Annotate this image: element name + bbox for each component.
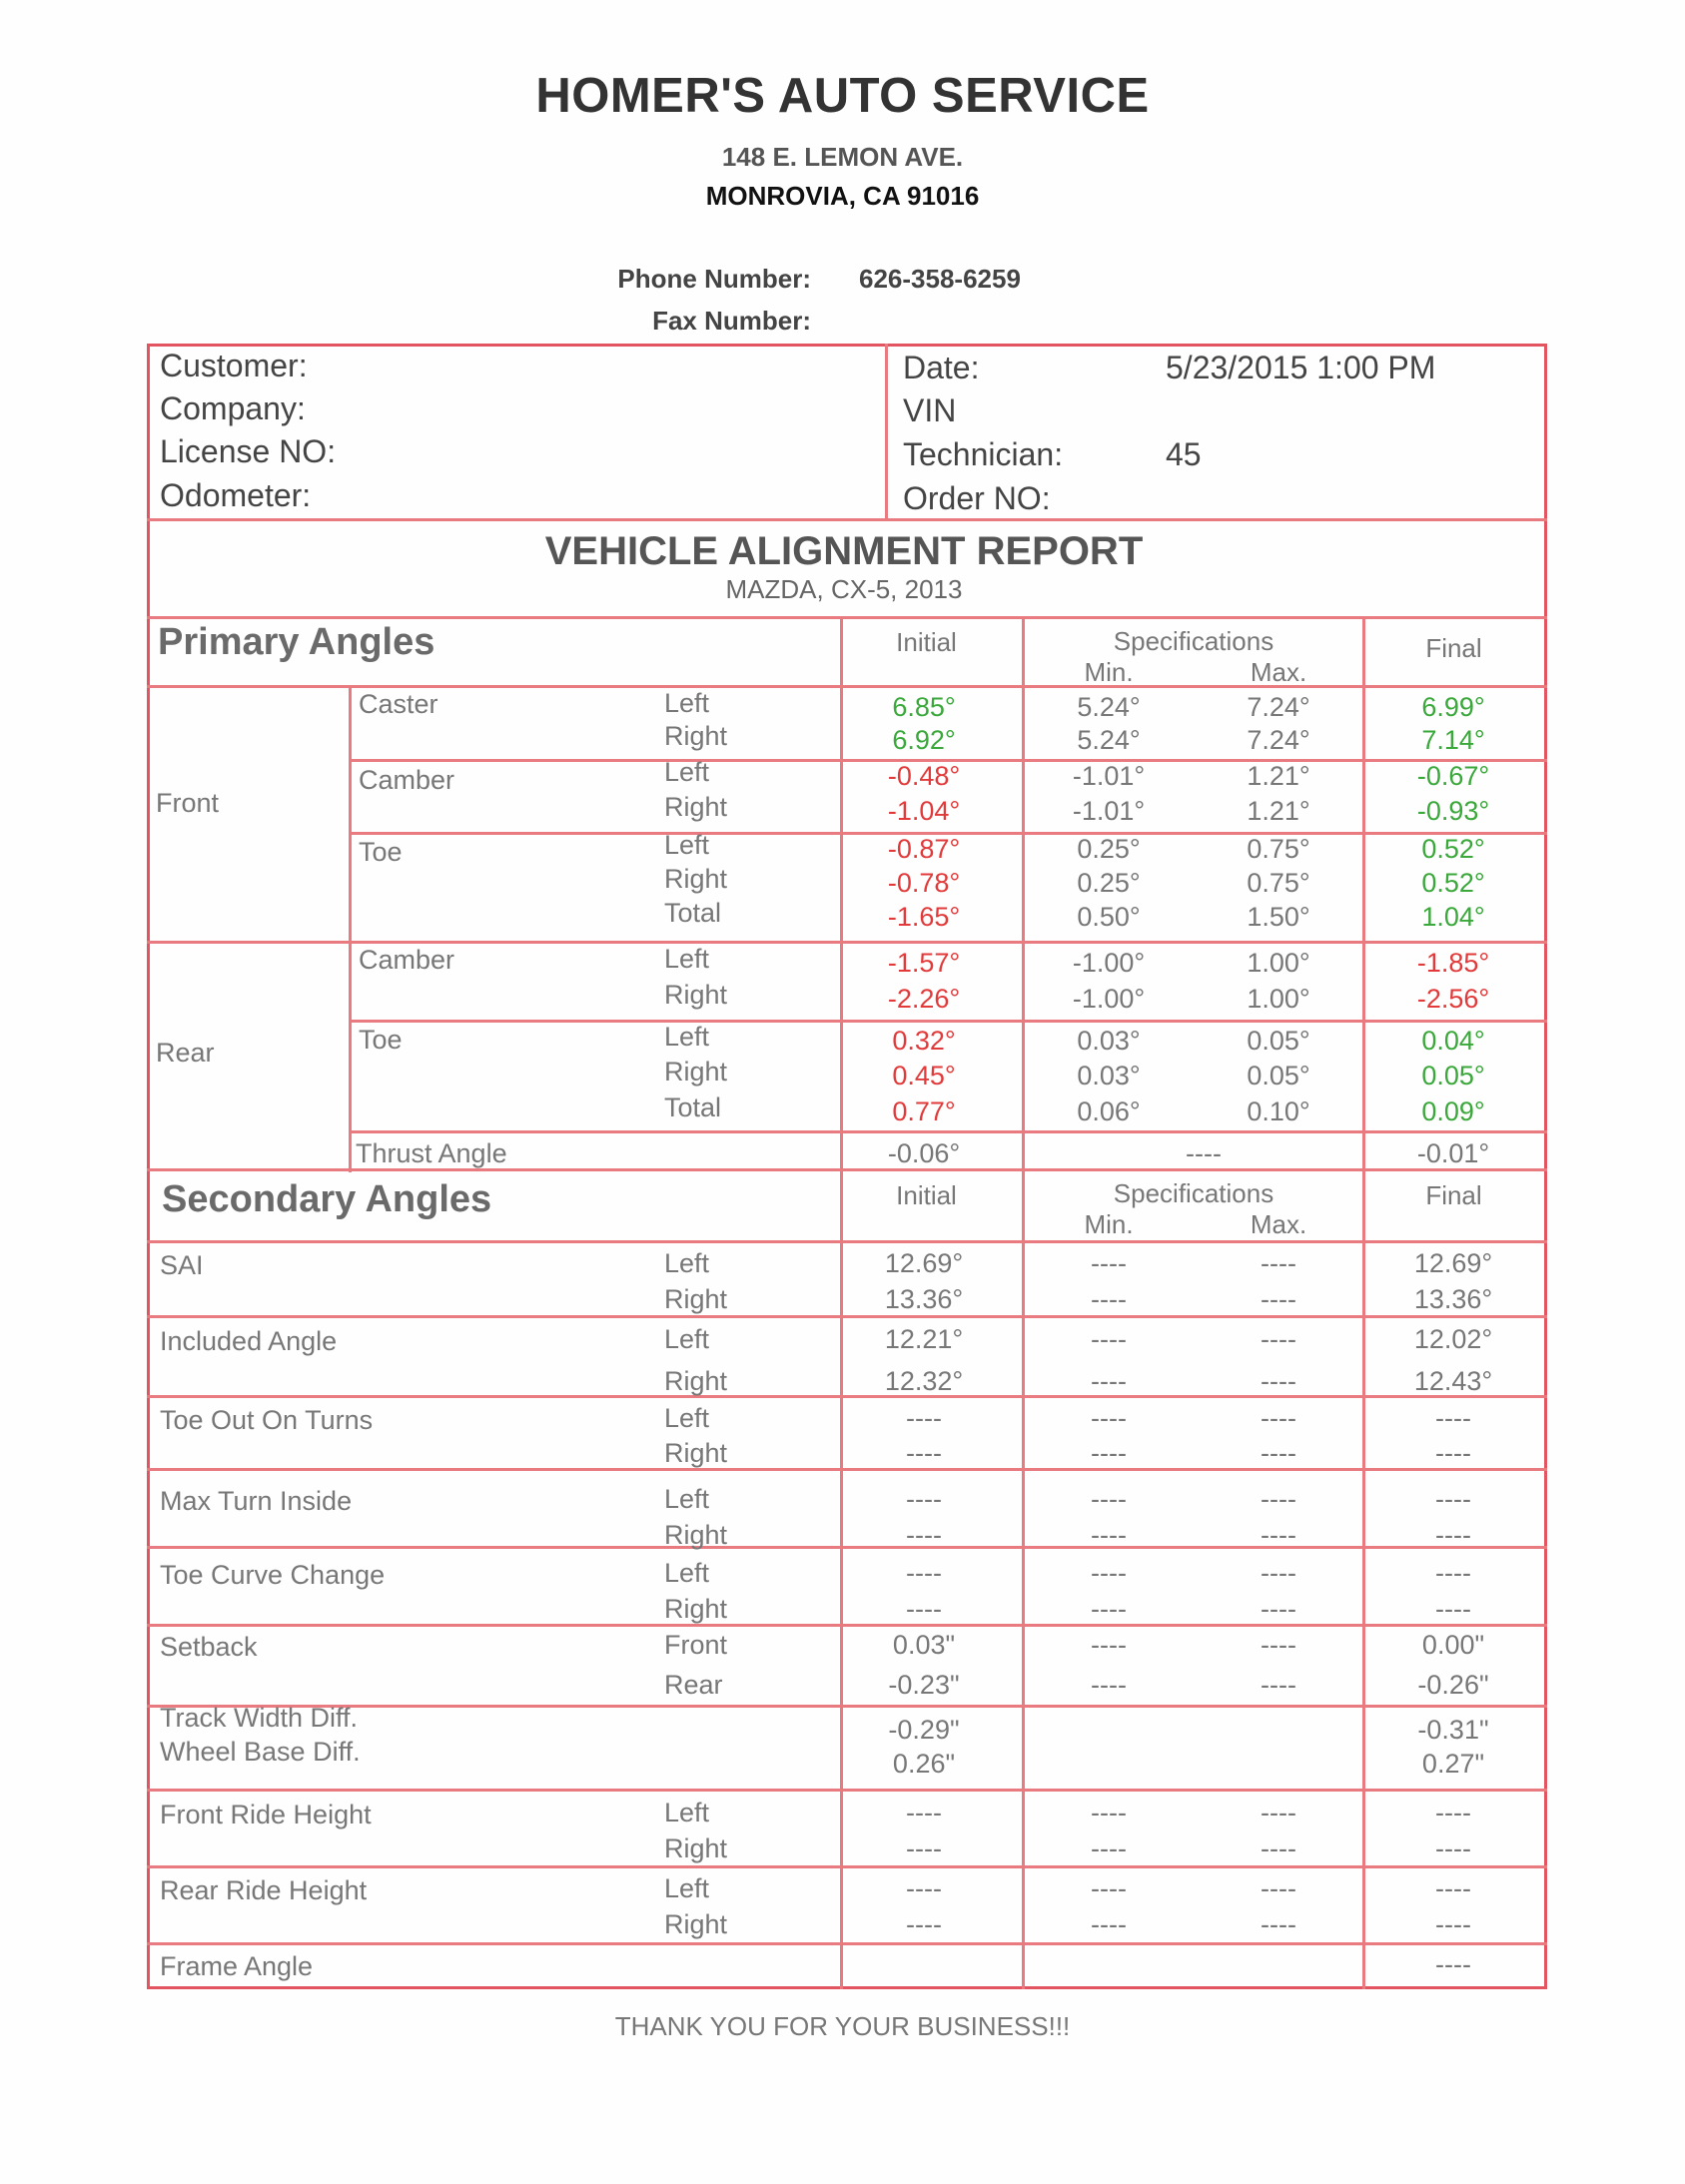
col-min-2: Min. [1084, 1209, 1134, 1239]
initial-value: ---- [906, 1484, 942, 1514]
side-label: Left [664, 1403, 710, 1433]
group-front: Front [156, 788, 220, 818]
col-specifications-2: Specifications [1113, 1178, 1274, 1208]
spec-min-value: ---- [1091, 1630, 1127, 1660]
final-value: 12.43° [1413, 1366, 1493, 1396]
spec-min-value: ---- [1091, 1909, 1127, 1939]
title-rule [147, 616, 1547, 619]
spec-min-value: -1.01° [1072, 796, 1146, 826]
initial-value: 0.45° [892, 1061, 956, 1091]
technician-value: 45 [1166, 436, 1202, 472]
final-value: -1.85° [1416, 948, 1490, 978]
initial-value: -0.48° [887, 761, 961, 791]
spec-min-value: ---- [1091, 1438, 1127, 1468]
initial-value: -1.04° [887, 796, 961, 826]
shop-address-city: MONROVIA, CA 91016 [705, 181, 980, 211]
col-max-2: Max. [1250, 1209, 1307, 1239]
vehicle-description: MAZDA, CX-5, 2013 [725, 574, 963, 604]
side-label: Front [664, 1630, 728, 1660]
spec-min-value: ---- [1091, 1366, 1127, 1396]
phone-label: Phone Number: [617, 264, 811, 294]
side-label: Right [664, 1057, 728, 1087]
initial-value: ---- [906, 1558, 942, 1588]
secondary-angle-name: Included Angle [160, 1326, 338, 1356]
final-value: -2.56° [1416, 984, 1490, 1014]
spec-max-value: ---- [1261, 1324, 1296, 1354]
final-value: -0.31" [1417, 1715, 1489, 1745]
spec-max-value: 1.21° [1247, 796, 1310, 826]
spec-max-value: 1.00° [1247, 984, 1310, 1014]
spec-max-value: 0.75° [1247, 834, 1310, 864]
info-rule [147, 518, 1547, 521]
side-label: Left [664, 1798, 710, 1827]
spec-min-value: ---- [1091, 1248, 1127, 1278]
angle-name: Camber [359, 765, 455, 795]
initial-value: ---- [906, 1798, 942, 1827]
date-value: 5/23/2015 1:00 PM [1166, 350, 1436, 385]
final-value: 0.52° [1421, 834, 1485, 864]
side-label: Right [664, 1833, 728, 1863]
info-divider [885, 344, 888, 518]
spec-max-value: 7.24° [1247, 692, 1310, 722]
side-label: Left [664, 1484, 710, 1514]
angle-name: Toe [359, 837, 403, 867]
final-value: ---- [1435, 1594, 1471, 1624]
final-value: 0.04° [1421, 1026, 1485, 1056]
initial-value: 0.32° [892, 1026, 956, 1056]
initial-value: -0.78° [887, 868, 961, 898]
initial-value: 13.36° [884, 1284, 964, 1314]
initial-col-divider [840, 616, 843, 1989]
vin-label: VIN [903, 392, 957, 428]
rear-camber-rule [349, 1020, 1547, 1023]
initial-value: 12.69° [884, 1248, 964, 1278]
secondary-angle-name: Toe Out On Turns [160, 1405, 374, 1435]
final-value: 12.69° [1413, 1248, 1493, 1278]
secondary-angle-name: Rear Ride Height [160, 1875, 368, 1905]
final-value: -0.26" [1417, 1670, 1489, 1700]
spec-max-value: 0.05° [1247, 1061, 1310, 1091]
col-final-2: Final [1425, 1180, 1482, 1210]
side-label: Right [664, 1366, 728, 1396]
shop-address-street: 148 E. LEMON AVE. [721, 142, 964, 172]
final-value: 0.00" [1421, 1630, 1485, 1660]
front-rear-rule [147, 941, 1547, 944]
side-label: Left [664, 1558, 710, 1588]
secondary-row-rule-6 [147, 1789, 1547, 1792]
final-value: ---- [1435, 1833, 1471, 1863]
secondary-row-rule-0 [147, 1315, 1547, 1318]
spec-max-value: ---- [1261, 1594, 1296, 1624]
secondary-angle-name: Front Ride Height [160, 1800, 372, 1829]
initial-value: 6.92° [892, 725, 956, 755]
secondary-angles-heading: Secondary Angles [162, 1178, 492, 1220]
final-value: 12.02° [1413, 1324, 1493, 1354]
thrust-initial: -0.06° [887, 1138, 961, 1168]
initial-value: ---- [906, 1520, 942, 1550]
spec-min-value: ---- [1091, 1873, 1127, 1903]
initial-value: 0.03" [892, 1630, 956, 1660]
side-label: Left [664, 1324, 710, 1354]
thrust-final: -0.01° [1416, 1138, 1490, 1168]
technician-label: Technician: [903, 436, 1064, 472]
spec-min-value: 0.25° [1077, 868, 1141, 898]
fax-label: Fax Number: [652, 306, 811, 336]
footer-message: THANK YOU FOR YOUR BUSINESS!!! [614, 2011, 1071, 2041]
spec-min-value: ---- [1091, 1484, 1127, 1514]
spec-max-value: 0.05° [1247, 1026, 1310, 1056]
final-value: ---- [1435, 1558, 1471, 1588]
side-label: Right [664, 980, 728, 1010]
spec-min-value: ---- [1091, 1594, 1127, 1624]
angle-name: Camber [359, 945, 455, 975]
col-initial: Initial [896, 627, 957, 657]
spec-max-value: ---- [1261, 1438, 1296, 1468]
final-value: ---- [1435, 1949, 1471, 1979]
spec-min-value: ---- [1091, 1833, 1127, 1863]
spec-max-value: 1.21° [1247, 761, 1310, 791]
col-max: Max. [1250, 657, 1307, 687]
initial-value: -2.26° [887, 984, 961, 1014]
col-min: Min. [1084, 657, 1134, 687]
spec-max-value: ---- [1261, 1798, 1296, 1827]
spec-max-value: ---- [1261, 1670, 1296, 1700]
spec-max-value: ---- [1261, 1909, 1296, 1939]
spec-min-value: ---- [1091, 1798, 1127, 1827]
secondary-angle-name: Wheel Base Diff. [160, 1737, 361, 1767]
initial-value: 12.21° [884, 1324, 964, 1354]
final-value: ---- [1435, 1438, 1471, 1468]
side-label: Left [664, 688, 710, 718]
spec-max-value: 0.10° [1247, 1096, 1310, 1126]
phone-number: 626-358-6259 [859, 264, 1021, 294]
spec-min-value: 0.03° [1077, 1061, 1141, 1091]
initial-value: ---- [906, 1873, 942, 1903]
final-value: 0.27" [1421, 1749, 1485, 1779]
initial-value: -0.29" [888, 1715, 960, 1745]
final-value: ---- [1435, 1484, 1471, 1514]
secondary-header-rule [147, 1240, 1547, 1243]
secondary-angle-name: Toe Curve Change [160, 1560, 386, 1590]
spec-min-value: 5.24° [1077, 692, 1141, 722]
spec-min-value: ---- [1091, 1284, 1127, 1314]
final-value: 0.52° [1421, 868, 1485, 898]
thrust-angle-label: Thrust Angle [356, 1138, 507, 1168]
initial-value: 12.32° [884, 1366, 964, 1396]
final-value: 0.05° [1421, 1061, 1485, 1091]
side-label: Left [664, 944, 710, 974]
group-rear: Rear [156, 1038, 215, 1068]
angle-name: Toe [359, 1025, 403, 1055]
spec-max-value: ---- [1261, 1484, 1296, 1514]
rear-toe-rule [349, 1130, 1547, 1133]
side-label: Right [664, 1909, 728, 1939]
date-label: Date: [903, 350, 980, 385]
spec-min-value: ---- [1091, 1558, 1127, 1588]
shop-name: HOMER'S AUTO SERVICE [535, 69, 1150, 123]
thrust-spec: ---- [1186, 1138, 1222, 1168]
spec-min-value: -1.00° [1072, 984, 1146, 1014]
spec-max-value: 1.00° [1247, 948, 1310, 978]
side-label: Right [664, 864, 728, 894]
secondary-row-rule-8 [147, 1942, 1547, 1945]
initial-value: 0.26" [892, 1749, 956, 1779]
spec-min-value: -1.01° [1072, 761, 1146, 791]
secondary-angle-name: Frame Angle [160, 1951, 314, 1981]
side-label: Left [664, 1248, 710, 1278]
spec-min-value: 5.24° [1077, 725, 1141, 755]
specs-col-divider [1022, 616, 1025, 1989]
secondary-angle-name: SAI [160, 1250, 204, 1280]
spec-max-value: ---- [1261, 1520, 1296, 1550]
spec-max-value: ---- [1261, 1284, 1296, 1314]
customer-label: Customer: [160, 348, 308, 383]
secondary-angle-name: Setback [160, 1632, 258, 1662]
final-value: 0.09° [1421, 1096, 1485, 1126]
side-label: Right [664, 1284, 728, 1314]
initial-value: 0.77° [892, 1096, 956, 1126]
initial-value: -0.23" [888, 1670, 960, 1700]
spec-min-value: ---- [1091, 1324, 1127, 1354]
side-label: Left [664, 757, 710, 787]
spec-max-value: ---- [1261, 1558, 1296, 1588]
side-label: Total [664, 898, 722, 928]
col-initial-2: Initial [896, 1180, 957, 1210]
report-title: VEHICLE ALIGNMENT REPORT [544, 529, 1144, 573]
initial-value: ---- [906, 1909, 942, 1939]
final-value: ---- [1435, 1909, 1471, 1939]
initial-value: ---- [906, 1594, 942, 1624]
spec-min-value: 0.50° [1077, 902, 1141, 932]
side-label: Left [664, 1022, 710, 1052]
side-label: Right [664, 1438, 728, 1468]
spec-max-value: ---- [1261, 1630, 1296, 1660]
side-label: Right [664, 1594, 728, 1624]
order-label: Order NO: [903, 480, 1051, 516]
final-value: ---- [1435, 1520, 1471, 1550]
spec-max-value: 1.50° [1247, 902, 1310, 932]
side-label: Left [664, 1873, 710, 1903]
final-value: -0.67° [1416, 761, 1490, 791]
final-value: ---- [1435, 1798, 1471, 1827]
spec-max-value: ---- [1261, 1873, 1296, 1903]
initial-value: -0.87° [887, 834, 961, 864]
final-value: 13.36° [1413, 1284, 1493, 1314]
initial-value: ---- [906, 1833, 942, 1863]
odometer-label: Odometer: [160, 477, 312, 513]
spec-max-value: 7.24° [1247, 725, 1310, 755]
side-label: Total [664, 1092, 722, 1122]
spec-max-value: ---- [1261, 1833, 1296, 1863]
spec-max-value: ---- [1261, 1403, 1296, 1433]
side-label: Rear [664, 1670, 723, 1700]
initial-value: ---- [906, 1403, 942, 1433]
secondary-angle-name: Max Turn Inside [160, 1486, 353, 1516]
col-final: Final [1425, 633, 1482, 663]
side-label: Right [664, 792, 728, 822]
initial-value: ---- [906, 1438, 942, 1468]
spec-min-value: 0.06° [1077, 1096, 1141, 1126]
side-label: Right [664, 721, 728, 751]
final-value: -0.93° [1416, 796, 1490, 826]
primary-header-rule [147, 685, 1547, 688]
side-label: Right [664, 1520, 728, 1550]
initial-value: 6.85° [892, 692, 956, 722]
secondary-angle-name: Track Width Diff. [160, 1703, 359, 1733]
final-value: ---- [1435, 1873, 1471, 1903]
final-value: 7.14° [1421, 725, 1485, 755]
secondary-row-rule-7 [147, 1865, 1547, 1868]
side-label: Left [664, 830, 710, 860]
license-label: License NO: [160, 433, 337, 469]
final-value: 6.99° [1421, 692, 1485, 722]
spec-min-value: 0.25° [1077, 834, 1141, 864]
initial-value: -1.57° [887, 948, 961, 978]
spec-max-value: ---- [1261, 1248, 1296, 1278]
spec-min-value: ---- [1091, 1520, 1127, 1550]
spec-min-value: 0.03° [1077, 1026, 1141, 1056]
angle-name: Caster [359, 689, 438, 719]
spec-max-value: ---- [1261, 1366, 1296, 1396]
final-col-divider [1362, 616, 1365, 1989]
spec-min-value: ---- [1091, 1403, 1127, 1433]
spec-min-value: ---- [1091, 1670, 1127, 1700]
initial-value: -1.65° [887, 902, 961, 932]
spec-min-value: -1.00° [1072, 948, 1146, 978]
final-value: ---- [1435, 1403, 1471, 1433]
spec-max-value: 0.75° [1247, 868, 1310, 898]
col-specifications: Specifications [1113, 626, 1274, 656]
company-label: Company: [160, 390, 306, 426]
primary-angles-heading: Primary Angles [158, 621, 435, 663]
final-value: 1.04° [1421, 902, 1485, 932]
